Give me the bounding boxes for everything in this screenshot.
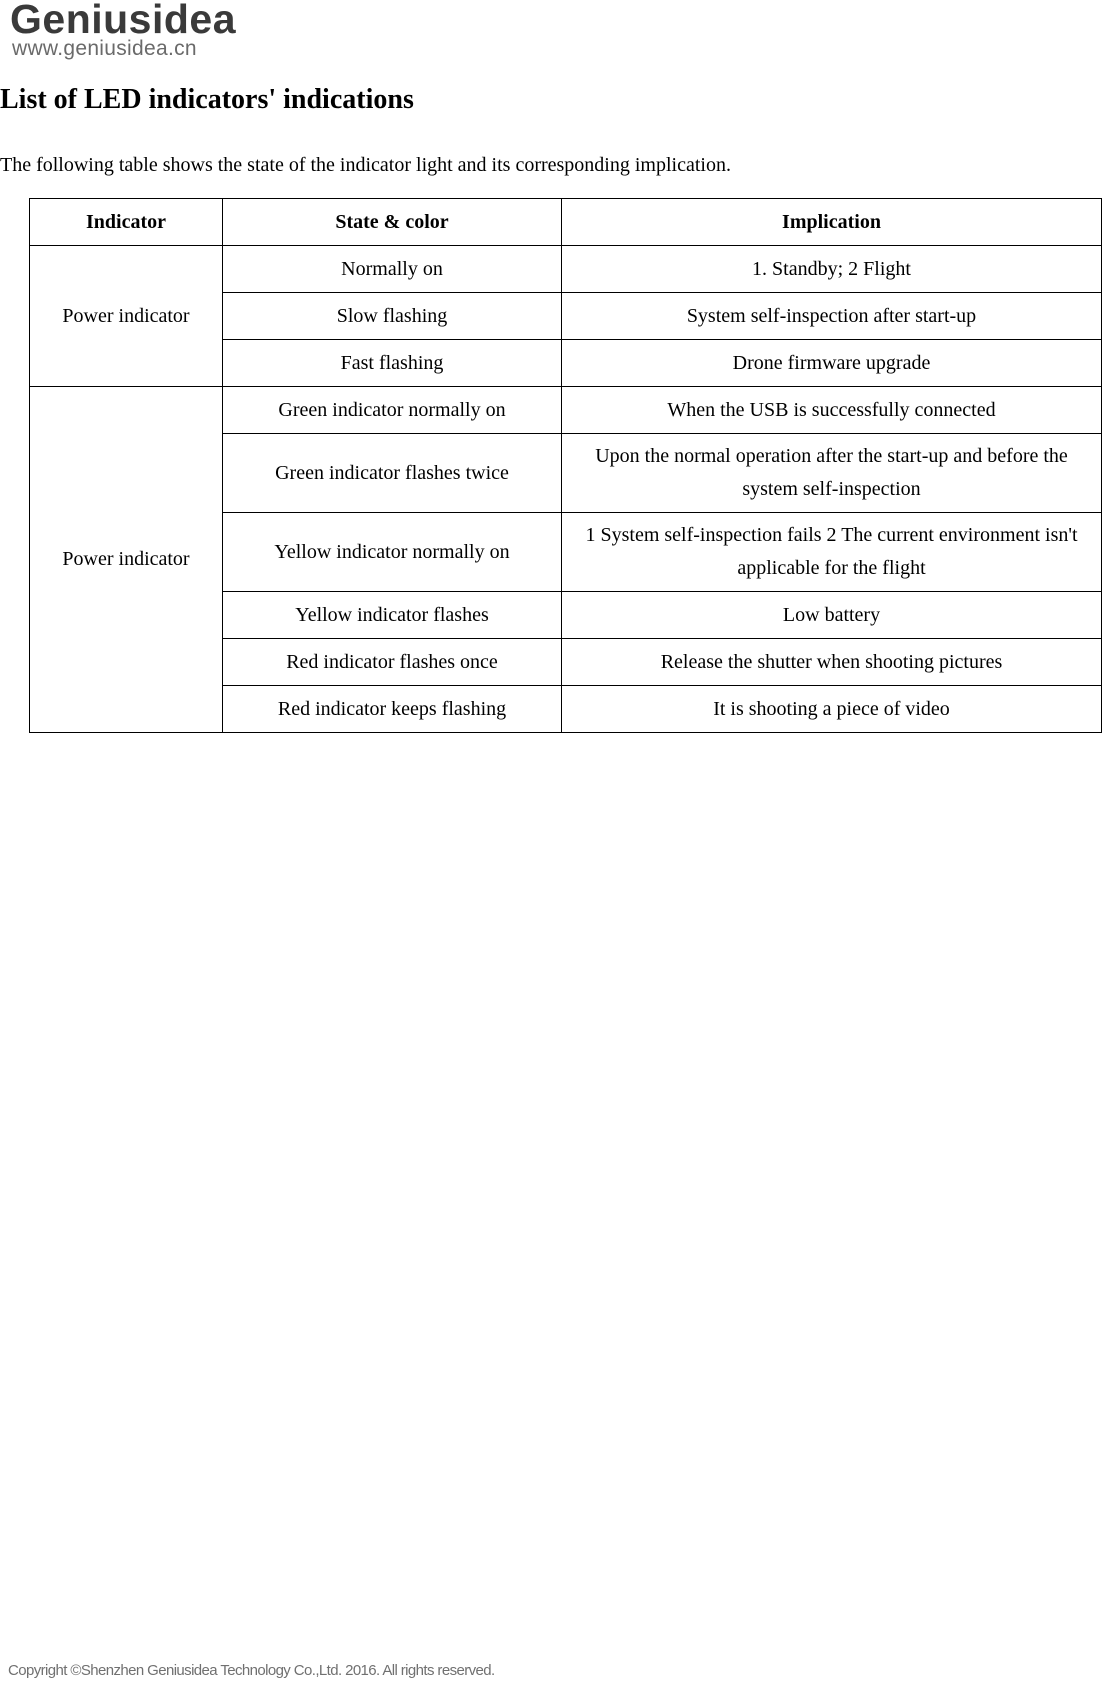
- led-indications-table: [29, 198, 1102, 733]
- logo-name: Geniusidea: [10, 0, 237, 42]
- implication-cell: Drone firmware upgrade: [562, 340, 1102, 387]
- implication-cell: It is shooting a piece of video: [562, 686, 1102, 733]
- implication-cell: Upon the normal operation after the start-up and before the system self-inspection: [562, 434, 1102, 513]
- state-cell: Yellow indicator normally on: [223, 513, 562, 592]
- implication-cell: System self-inspection after start-up: [562, 293, 1102, 340]
- table-row: [30, 387, 1102, 434]
- state-cell: Red indicator flashes once: [223, 639, 562, 686]
- state-cell: Fast flashing: [223, 340, 562, 387]
- state-cell: Green indicator normally on: [223, 387, 562, 434]
- header-state-color: State & color: [223, 199, 562, 246]
- header-indicator: Indicator: [30, 199, 223, 246]
- table-row: [30, 246, 1102, 293]
- logo-url: www.geniusidea.cn: [12, 37, 197, 60]
- header-implication: Implication: [562, 199, 1102, 246]
- implication-cell: 1 System self-inspection fails 2 The current environment isn't applicable for the flight: [562, 513, 1102, 592]
- company-logo: [10, 2, 250, 60]
- implication-cell: 1. Standby; 2 Flight: [562, 246, 1102, 293]
- state-cell: Green indicator flashes twice: [223, 434, 562, 513]
- table-header-row: [30, 199, 1102, 246]
- page-title: List of LED indicators' indications: [0, 84, 414, 115]
- state-cell: Yellow indicator flashes: [223, 592, 562, 639]
- intro-paragraph: The following table shows the state of the indicator light and its corresponding implication.: [0, 154, 731, 176]
- indicator-cell: Power indicator: [30, 246, 223, 387]
- state-cell: Red indicator keeps flashing: [223, 686, 562, 733]
- copyright-footer: Copyright ©Shenzhen Geniusidea Technology Co.,Ltd. 2016. All rights reserved.: [8, 1662, 495, 1679]
- implication-cell: Low battery: [562, 592, 1102, 639]
- state-cell: Slow flashing: [223, 293, 562, 340]
- state-cell: Normally on: [223, 246, 562, 293]
- implication-cell: Release the shutter when shooting pictures: [562, 639, 1102, 686]
- implication-cell: When the USB is successfully connected: [562, 387, 1102, 434]
- indicator-cell: Power indicator: [30, 387, 223, 733]
